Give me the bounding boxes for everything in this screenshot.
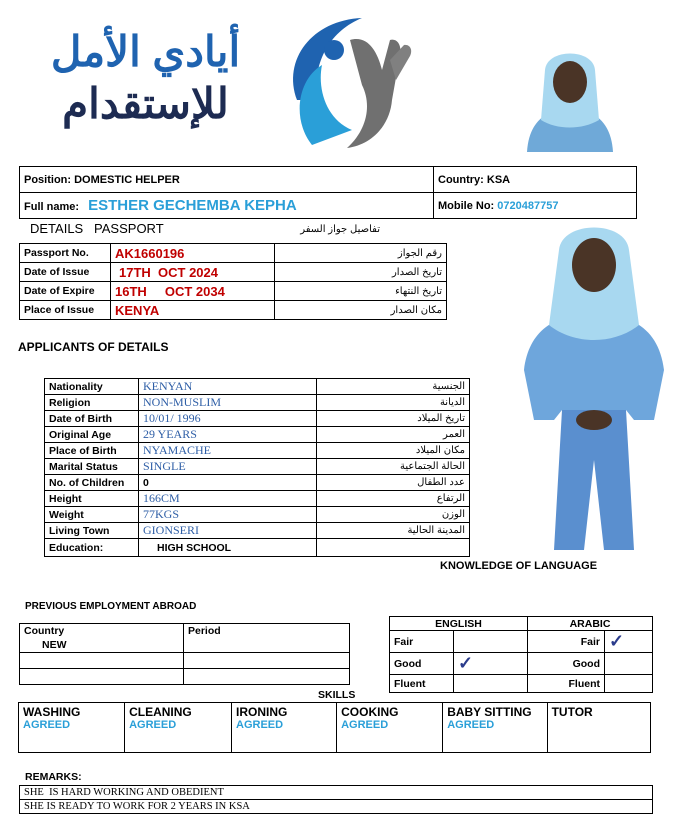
skill-cell bbox=[443, 703, 547, 753]
mobile-label: Mobile No: bbox=[438, 199, 495, 212]
employment-country-value: NEW bbox=[20, 638, 184, 653]
applicant-field-label: Education: bbox=[45, 539, 139, 557]
english-level-label: Fluent bbox=[390, 675, 454, 693]
employment-empty-cell bbox=[184, 669, 350, 685]
applicant-field-value: 166CM bbox=[139, 491, 317, 507]
logo-text-line2: للإستقدام bbox=[62, 80, 229, 127]
skill-name: WASHING bbox=[23, 705, 81, 719]
language-section-title: KNOWLEDGE OF LANGUAGE bbox=[440, 560, 598, 572]
fullname-value: ESTHER GECHEMBA KEPHA bbox=[88, 197, 297, 214]
applicant-field-label-ar: تاريخ الميلاد bbox=[317, 411, 470, 427]
applicant-row bbox=[45, 427, 470, 443]
skill-cell bbox=[232, 703, 337, 753]
applicant-field-label-ar: الديانة bbox=[317, 395, 470, 411]
passport-title: DETAILS PASSPORT bbox=[30, 221, 164, 236]
applicant-field-label-ar: الرتفاع bbox=[317, 491, 470, 507]
language-header-row bbox=[390, 617, 653, 631]
applicant-field-value: 77KGS bbox=[139, 507, 317, 523]
applicant-headshot-photo bbox=[507, 40, 633, 152]
skill-status: AGREED bbox=[447, 719, 495, 731]
applicant-row bbox=[45, 379, 470, 395]
passport-row-label: Passport No. bbox=[20, 244, 111, 263]
skills-section-title: SKILLS bbox=[318, 689, 356, 701]
passport-row-label-ar: مكان الصدار bbox=[275, 301, 447, 320]
english-level-label: Fair bbox=[390, 631, 454, 653]
skill-name: COOKING bbox=[341, 705, 399, 719]
applicant-field-value: HIGH SCHOOL bbox=[139, 539, 317, 557]
english-level-check bbox=[454, 675, 528, 693]
skill-status: AGREED bbox=[23, 719, 71, 731]
applicant-field-label-ar: الجنسية bbox=[317, 379, 470, 395]
expire-date-value: 16TH OCT 2034 bbox=[111, 282, 275, 301]
skill-cell bbox=[125, 703, 232, 753]
header-table bbox=[19, 166, 637, 219]
passport-row-label: Date of Expire bbox=[20, 282, 111, 301]
checkmark-icon: ✓ bbox=[458, 653, 474, 673]
applicant-field-value: 10/01/ 1996 bbox=[139, 411, 317, 427]
passport-row-label: Date of Issue bbox=[20, 263, 111, 282]
applicant-field-label: Height bbox=[45, 491, 139, 507]
remarks-table bbox=[19, 785, 653, 814]
applicant-row bbox=[45, 443, 470, 459]
employment-empty-cell bbox=[184, 653, 350, 669]
agency-logo bbox=[10, 10, 430, 160]
language-table bbox=[389, 616, 653, 693]
passport-row-label-ar: تاريخ الصدار bbox=[275, 263, 447, 282]
employment-col-period: Period bbox=[184, 624, 350, 638]
english-level-check bbox=[454, 653, 528, 675]
applicant-field-label: Nationality bbox=[45, 379, 139, 395]
passport-number-value: AK1660196 bbox=[111, 244, 275, 263]
skill-status: AGREED bbox=[236, 719, 284, 731]
applicant-field-value: 29 YEARS bbox=[139, 427, 317, 443]
skill-name: TUTOR bbox=[551, 705, 593, 719]
applicant-field-value: SINGLE bbox=[139, 459, 317, 475]
applicant-field-label-ar: العمر bbox=[317, 427, 470, 443]
skills-table bbox=[18, 702, 651, 753]
applicant-row bbox=[45, 395, 470, 411]
english-level-label: Good bbox=[390, 653, 454, 675]
applicant-row bbox=[45, 475, 470, 491]
arabic-level-label: Fair bbox=[528, 631, 605, 653]
employment-section-title: PREVIOUS EMPLOYMENT ABROAD bbox=[25, 601, 197, 612]
applicant-field-label: Religion bbox=[45, 395, 139, 411]
passport-title-ar: تفاصيل جواز السفر bbox=[300, 224, 380, 235]
applicant-field-label: No. of Children bbox=[45, 475, 139, 491]
language-level-row bbox=[390, 675, 653, 693]
applicant-field-value: NON-MUSLIM bbox=[139, 395, 317, 411]
applicant-field-label: Date of Birth bbox=[45, 411, 139, 427]
hands-logo-icon bbox=[272, 10, 432, 160]
applicant-fullbody-photo bbox=[514, 220, 674, 556]
arabic-level-check bbox=[605, 653, 653, 675]
passport-row-label-ar: رقم الجواز bbox=[275, 244, 447, 263]
remark-line: SHE IS READY TO WORK FOR 2 YEARS IN KSA bbox=[20, 800, 653, 814]
applicant-field-value: NYAMACHE bbox=[139, 443, 317, 459]
skill-cell bbox=[19, 703, 125, 753]
applicant-field-value: KENYAN bbox=[139, 379, 317, 395]
skills-row bbox=[19, 703, 651, 753]
applicant-field-label: Living Town bbox=[45, 523, 139, 539]
language-level-row bbox=[390, 631, 653, 653]
remark-line: SHE IS HARD WORKING AND OBEDIENT bbox=[20, 786, 653, 800]
arabic-level-label: Fluent bbox=[528, 675, 605, 693]
language-col-english: ENGLISH bbox=[390, 617, 528, 631]
arabic-level-check bbox=[605, 675, 653, 693]
country-cell: Country: KSA bbox=[434, 167, 637, 193]
applicant-row bbox=[45, 459, 470, 475]
language-col-arabic: ARABIC bbox=[528, 617, 653, 631]
skill-name: BABY SITTING bbox=[447, 705, 532, 719]
skill-cell bbox=[547, 703, 650, 753]
employment-empty-cell bbox=[20, 653, 184, 669]
position-cell: Position: DOMESTIC HELPER bbox=[20, 167, 434, 193]
skill-status: AGREED bbox=[129, 719, 177, 731]
skill-status: AGREED bbox=[341, 719, 389, 731]
passport-table bbox=[19, 243, 447, 320]
passport-row-label: Place of Issue bbox=[20, 301, 111, 320]
applicant-field-label: Weight bbox=[45, 507, 139, 523]
applicant-field-value: GIONSERI bbox=[139, 523, 317, 539]
passport-row-label-ar: تاريخ النتهاء bbox=[275, 282, 447, 301]
fullname-label: Full name: bbox=[24, 201, 80, 213]
applicant-row bbox=[45, 523, 470, 539]
applicant-field-label-ar: الوزن bbox=[317, 507, 470, 523]
applicant-row bbox=[45, 491, 470, 507]
applicant-field-label: Place of Birth bbox=[45, 443, 139, 459]
applicant-row bbox=[45, 539, 470, 557]
issue-date-value: 17TH OCT 2024 bbox=[111, 263, 275, 282]
employment-table bbox=[19, 623, 350, 685]
employment-col-country: Country bbox=[20, 624, 184, 638]
applicant-field-label: Original Age bbox=[45, 427, 139, 443]
applicant-row bbox=[45, 507, 470, 523]
applicant-field-label-ar: المدينة الحالية bbox=[317, 523, 470, 539]
mobile-cell bbox=[434, 193, 637, 219]
skill-name: CLEANING bbox=[129, 705, 192, 719]
issue-place-value: KENYA bbox=[111, 301, 275, 320]
arabic-level-check bbox=[605, 631, 653, 653]
applicant-field-label-ar: الحالة الجتماعية bbox=[317, 459, 470, 475]
applicant-field-label: Marital Status bbox=[45, 459, 139, 475]
employment-period-value bbox=[184, 638, 350, 653]
fullname-cell bbox=[20, 193, 434, 219]
applicant-field-label-ar bbox=[317, 539, 470, 557]
skill-name: IRONING bbox=[236, 705, 288, 719]
employment-empty-cell bbox=[20, 669, 184, 685]
english-level-check bbox=[454, 631, 528, 653]
applicant-section-title: APPLICANTS OF DETAILS bbox=[18, 340, 169, 354]
arabic-level-label: Good bbox=[528, 653, 605, 675]
applicant-field-value: 0 bbox=[139, 475, 317, 491]
mobile-value: 0720487757 bbox=[497, 199, 559, 212]
applicant-details-table bbox=[44, 378, 470, 557]
checkmark-icon: ✓ bbox=[609, 631, 625, 651]
applicant-row bbox=[45, 411, 470, 427]
applicant-field-label-ar: عدد الطفال bbox=[317, 475, 470, 491]
language-level-row bbox=[390, 653, 653, 675]
logo-text-line1: أيادي الأمل bbox=[50, 28, 241, 75]
applicant-field-label-ar: مكان الميلاد bbox=[317, 443, 470, 459]
skill-cell bbox=[337, 703, 443, 753]
remarks-section-title: REMARKS: bbox=[25, 771, 82, 783]
